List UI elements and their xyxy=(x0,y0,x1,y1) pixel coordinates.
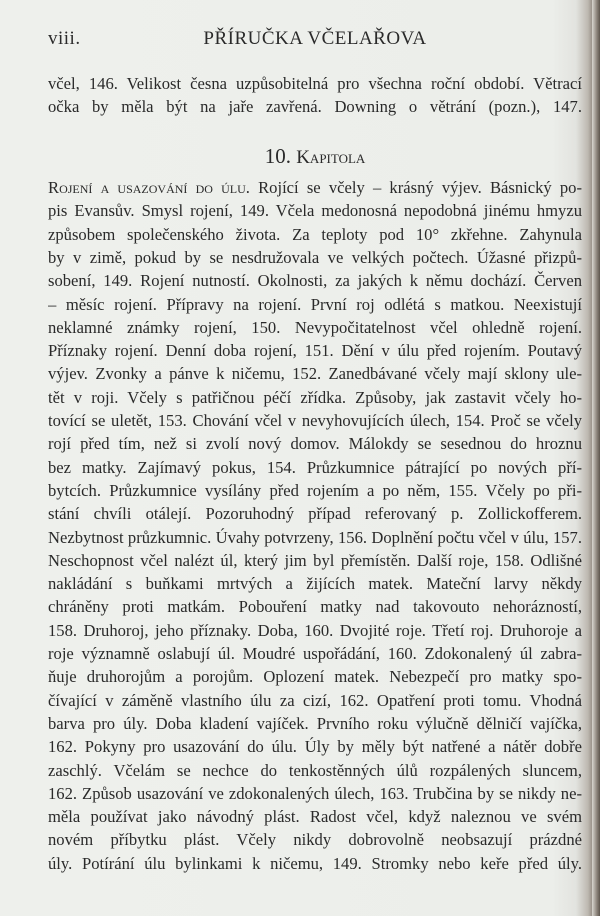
body-line: 162. Pokyny pro usazování do úlu. Úly by měly být natřené a nátěr dobře xyxy=(48,737,582,757)
body-line: Nezbytnost průzkumnic. Úvahy potvrzeny, 156. Doplnění počtu včel v úlu, 157. xyxy=(48,527,582,547)
body-line: sobení, 149. Rojení nutností. Okolnosti, za jakých k němu dochází. Červen xyxy=(48,271,582,291)
body-line: novém příbytku plást. Včely nikdy dobrovolně neobsazují prázdné xyxy=(48,830,582,850)
intro-line: očka by měla být na jaře zavřená. Downing o větrání (pozn.), 147. xyxy=(48,97,582,116)
body-line: bytcích. Průzkumnice vysílány před rojením a po něm, 155. Včely po při- xyxy=(48,480,582,500)
body-line: ňuje druhorojům a porojům. Oplození matek. Nebezpečí pro matky spo- xyxy=(48,667,582,687)
body-text: Rojící se včely – krásný výjev. Básnický po- xyxy=(249,178,582,197)
body-line: Neschopnost včel nalézt úl, který jim byl přemístěn. Další roje, 158. Odlišné xyxy=(48,550,582,570)
body-line xyxy=(48,178,582,199)
body-line: 162. Způsob usazování ve zdokonalených úlech, 163. Trubčina by se nikdy ne- xyxy=(48,783,582,803)
chapter-number: 10. xyxy=(264,144,291,168)
body-line: 158. Druhoroj, jeho příznaky. Doba, 160. Dvojité roje. Třetí roj. Druhoroje a xyxy=(48,620,582,640)
body-line: bez matky. Zajímavý pokus, 154. Průzkumnice pátrající po nových pří- xyxy=(48,457,582,477)
body-line: výjev. Zvonky a pánve k ničemu, 152. Zanedbávané včely mají sklony ule- xyxy=(48,364,582,384)
body-line: nakládání s buňkami mrtvých a žijících matek. Mateční larvy někdy xyxy=(48,574,582,594)
body-line: úly. Potírání úlu bylinkami k ničemu, 149. Stromky nebo keře před úly. xyxy=(48,853,582,873)
body-line: chráněny proti matkám. Pobouření matky nad takovouto nehorázností, xyxy=(48,597,582,617)
body-line: neklamné známky rojení, 150. Nevypočitatelnost včel ohledně rojení. xyxy=(48,317,582,337)
body-line: tět v roji. Včely s patřičnou péčí zřídka. Způsoby, jak zastavit včely ho- xyxy=(48,387,582,407)
intro-line: včel, 146. Velikost česna uzpůsobitelná pro všechna roční období. Větrací xyxy=(48,74,582,93)
body-line: roje významně oslabují úl. Moudré uspořádání, 160. Zdokonalený úl zabra- xyxy=(48,644,582,663)
body-line: barva pro úly. Doba kladení vajíček. Prvního roku výlučně dělničí vajíčka, xyxy=(48,713,582,733)
page-number: viii. xyxy=(48,28,81,49)
body-line: – měsíc rojení. Přípravy na rojení. První roj odlétá s matkou. Neexistují xyxy=(48,294,582,314)
body-line: zaschlý. Včelám se nechce do tenkostěnných úlů rozpálených sluncem, xyxy=(48,760,582,780)
body-line: by v zimě, pokud by se nesdružovala ve velkých počtech. Úžasné přizpů- xyxy=(48,247,582,267)
page-edge xyxy=(592,0,600,916)
body-line: způsobem společenského života. Za teploty pod 10° zkřehne. Zahynula xyxy=(48,224,582,244)
running-header xyxy=(48,28,582,56)
chapter-heading xyxy=(48,144,582,169)
body-line: stání chvíli otálejí. Pozoruhodný případ referovaný p. Zollickofferem. xyxy=(48,504,582,524)
body-line: Příznaky rojení. Denní doba rojení, 151. Dění v úlu před rojením. Poutavý xyxy=(48,341,582,361)
running-title: PŘÍRUČKA VČELAŘOVA xyxy=(203,28,427,49)
body-line: čívající v záměně vlastního úlu za cizí, 162. Opatření proti tomu. Vhodná xyxy=(48,690,582,710)
body-line: tovící se uletět, 153. Chování včel v nevyhovujících úlech, 154. Proč se včely xyxy=(48,411,582,430)
chapter-label: Kapitola xyxy=(296,147,366,168)
body-line: pis Evansův. Smysl rojení, 149. Včela medonosná nepodobná jinému hmyzu xyxy=(48,201,582,221)
body-line: rojí před tím, než si zvolí nový domov. Málokdy se sesednou do hroznu xyxy=(48,434,582,454)
body-line: měla používat jako návodný plást. Radost včel, když naleznou ve svém xyxy=(48,807,582,827)
section-lead: Rojení a usazování do úlu. xyxy=(48,178,250,197)
